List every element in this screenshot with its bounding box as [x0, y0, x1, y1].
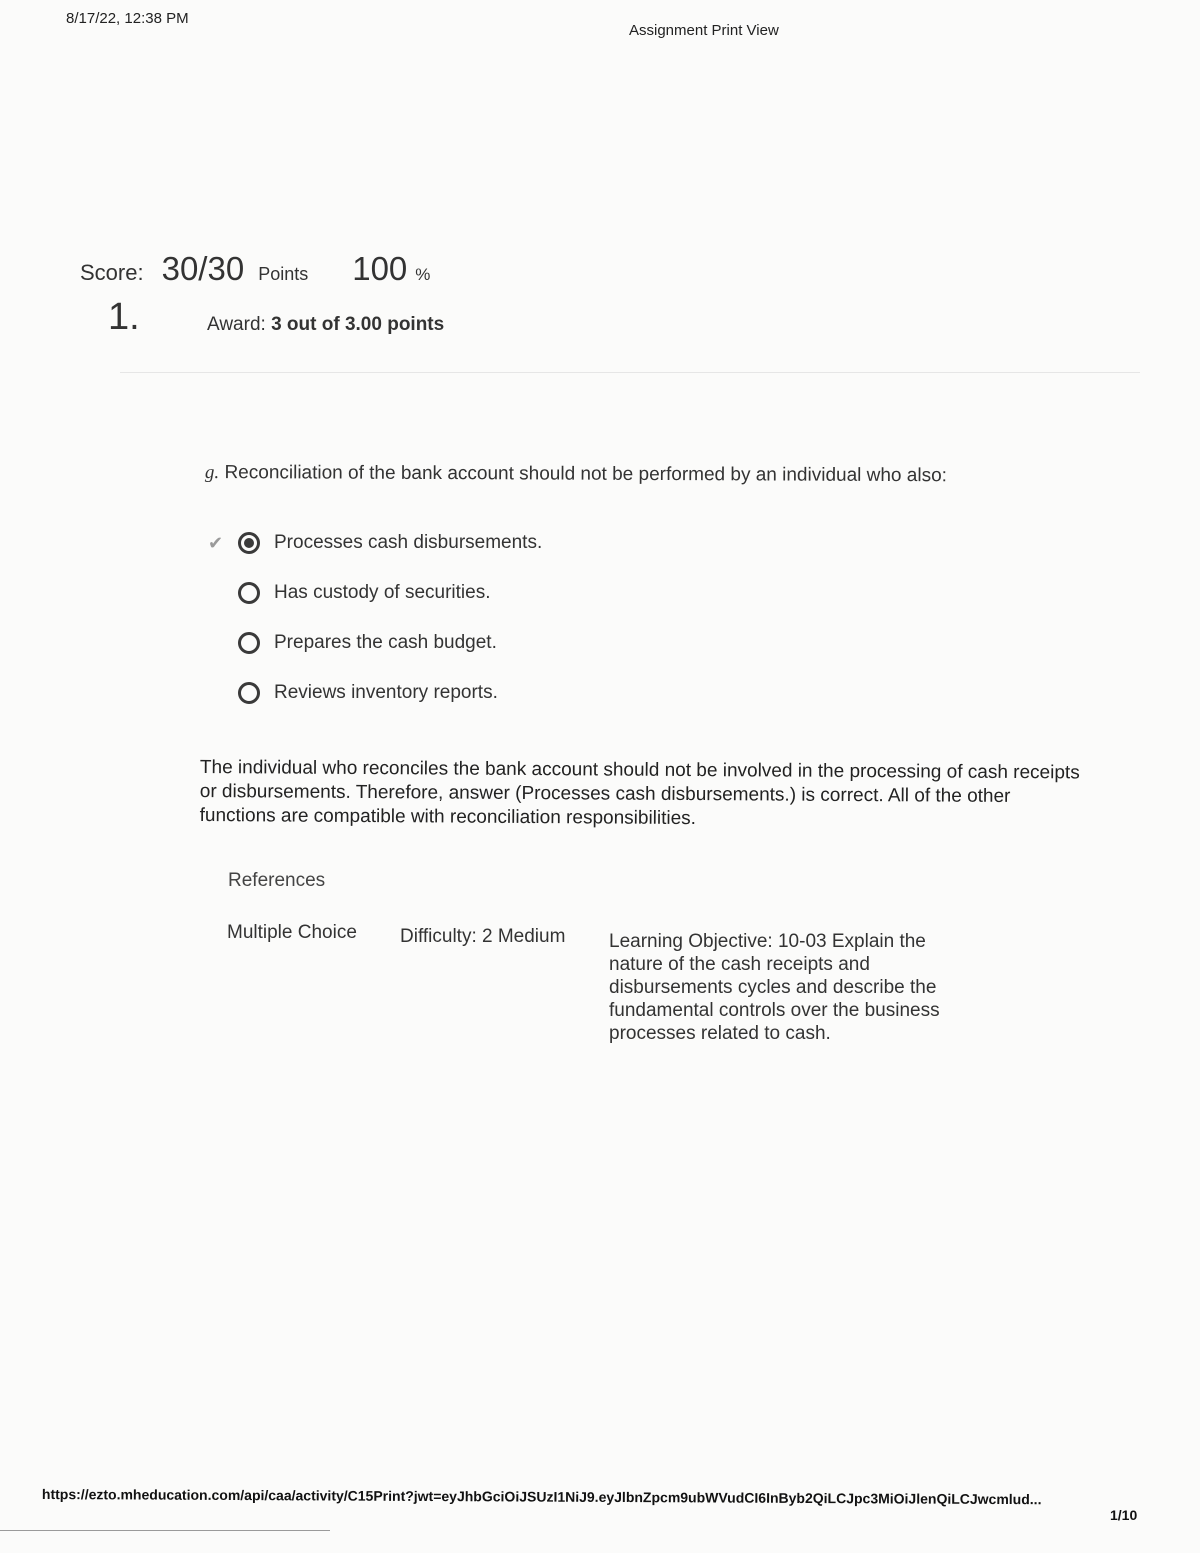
score-row — [80, 250, 430, 288]
question-text: Reconciliation of the bank account should not be performed by an individual who also: — [224, 462, 947, 487]
page-title: Assignment Print View — [629, 22, 779, 39]
answer-option[interactable] — [208, 668, 542, 718]
option-label: Has custody of securities. — [274, 582, 491, 603]
option-label: Processes cash disbursements. — [274, 532, 543, 553]
award-prefix: Award: — [207, 314, 266, 335]
answer-explanation: The individual who reconciles the bank account should not be involved in the processing of cash receipts or disbursements. Therefore, answer (Processes cash disbursements.) is correct. All of the other functions are compatible with reconciliation responsibilities. — [199, 757, 1080, 830]
radio-empty-icon[interactable] — [238, 582, 260, 604]
footer-page-number: 1/10 — [1110, 1507, 1138, 1523]
divider — [120, 372, 1140, 373]
question-number: 1. — [108, 296, 140, 338]
reference-learning-objective: Learning Objective: 10-03 Explain the nature of the cash receipts and disbursements cycles and describe the fundamental controls over the business processes related to cash. — [609, 931, 940, 1044]
print-date: 8/17/22, 12:38 PM — [66, 10, 189, 27]
footer-url: https://ezto.mheducation.com/api/caa/activity/C15Print?jwt=eyJhbGciOiJSUzI1NiJ9.eyJlbnZpcm9ubWVudCI6InByb2QiLCJpc3MiOiJlenQiLCJwcmlud... — [41, 1486, 1042, 1508]
reference-type: Multiple Choice — [227, 922, 357, 943]
score-value: 30/30 — [161, 250, 245, 287]
answer-option[interactable] — [208, 618, 542, 668]
award-text — [207, 314, 444, 336]
checkmark-icon: ✔ — [208, 532, 224, 553]
radio-empty-icon[interactable] — [238, 682, 260, 704]
score-label: Score: — [80, 260, 144, 285]
question-letter: g. — [204, 462, 220, 484]
references-title: References — [228, 870, 326, 891]
answer-option[interactable] — [208, 568, 542, 618]
reference-difficulty: Difficulty: 2 Medium — [400, 926, 566, 947]
award-value: 3 out of 3.00 points — [271, 314, 445, 335]
option-label: Reviews inventory reports. — [274, 682, 498, 703]
option-label: Prepares the cash budget. — [274, 632, 497, 653]
footer-rule — [0, 1530, 330, 1531]
radio-selected-icon[interactable] — [238, 532, 260, 554]
answer-options — [208, 518, 542, 718]
percent-value: 100 — [352, 250, 408, 287]
radio-empty-icon[interactable] — [238, 632, 260, 654]
answer-option[interactable] — [208, 518, 542, 568]
question-prompt — [205, 462, 1105, 488]
points-label: Points — [258, 264, 309, 284]
percent-sign: % — [415, 265, 431, 284]
